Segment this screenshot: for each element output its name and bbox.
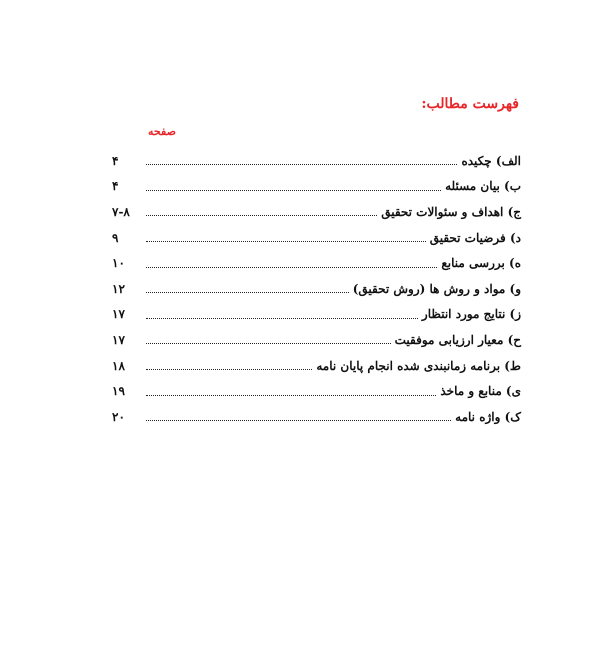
toc-entry-page[interactable]: ۱۲ xyxy=(112,281,125,296)
toc-entry-page[interactable]: ۴ xyxy=(112,179,119,194)
toc-entry-title[interactable]: و) مواد و روش ها (روش تحقیق) xyxy=(352,281,521,296)
dot-leader xyxy=(146,318,418,319)
dot-leader xyxy=(146,267,437,268)
toc-entry-title[interactable]: ز) نتایج مورد انتظار xyxy=(421,307,521,322)
toc-heading: فهرست مطالب: xyxy=(421,96,519,112)
toc-entry-objectives[interactable] xyxy=(112,199,521,225)
toc-entry-title[interactable]: ب) بیان مسئله xyxy=(445,179,521,194)
toc-entry-methods[interactable] xyxy=(112,276,521,302)
toc-entry-problem-statement[interactable] xyxy=(112,174,521,200)
toc-entry-page[interactable]: ۷-۸ xyxy=(112,204,130,219)
toc-entry-expected-results[interactable] xyxy=(112,302,521,328)
toc-entry-title[interactable]: ی) منابع و ماخذ xyxy=(440,384,521,399)
toc-list xyxy=(112,148,521,430)
toc-entry-references[interactable] xyxy=(112,378,521,404)
toc-entry-page[interactable]: ۱۸ xyxy=(112,358,125,373)
dot-leader xyxy=(146,241,426,242)
toc-entry-page[interactable]: ۲۰ xyxy=(112,409,125,424)
toc-entry-literature-review[interactable] xyxy=(112,250,521,276)
toc-entry-abstract[interactable] xyxy=(112,148,521,174)
toc-entry-page[interactable]: ۱۰ xyxy=(112,256,125,271)
toc-entry-title[interactable]: ه) بررسی منابع xyxy=(441,256,521,271)
toc-entry-title[interactable]: ح) معیار ارزیابی موفقیت xyxy=(394,332,521,347)
page-column-label: صفحه xyxy=(148,125,176,138)
toc-entry-success-criteria[interactable] xyxy=(112,327,521,353)
dot-leader xyxy=(146,369,312,370)
dot-leader xyxy=(146,420,451,421)
dot-leader xyxy=(146,215,377,216)
dot-leader xyxy=(146,343,391,344)
toc-entry-page[interactable]: ۱۷ xyxy=(112,332,125,347)
toc-entry-title[interactable]: د) فرضیات تحقیق xyxy=(429,230,521,245)
toc-entry-title[interactable]: ج) اهداف و سئوالات تحقیق xyxy=(381,204,521,219)
toc-entry-page[interactable]: ۱۷ xyxy=(112,307,125,322)
dot-leader xyxy=(146,190,441,191)
dot-leader xyxy=(146,164,457,165)
toc-entry-page[interactable]: ۹ xyxy=(112,230,119,245)
toc-entry-hypotheses[interactable] xyxy=(112,225,521,251)
toc-entry-glossary[interactable] xyxy=(112,404,521,430)
toc-entry-page[interactable]: ۱۹ xyxy=(112,384,125,399)
toc-entry-title[interactable]: ک) واژه نامه xyxy=(455,409,521,424)
dot-leader xyxy=(146,292,349,293)
toc-entry-title[interactable]: ط) برنامه زمانبندی شده انجام پایان نامه xyxy=(316,358,521,373)
toc-entry-title[interactable]: الف) چکیده xyxy=(461,153,521,168)
toc-entry-page[interactable]: ۴ xyxy=(112,153,119,168)
dot-leader xyxy=(146,395,436,396)
toc-entry-schedule[interactable] xyxy=(112,353,521,379)
